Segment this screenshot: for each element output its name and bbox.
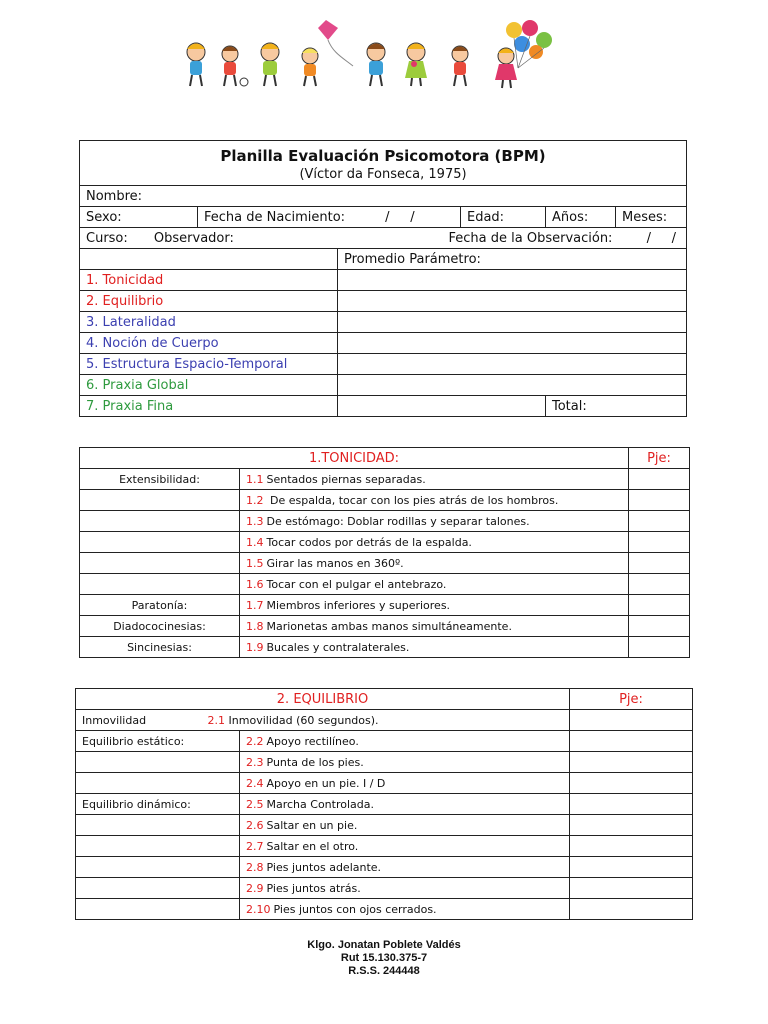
item-text: Pies juntos con ojos cerrados. — [273, 902, 437, 916]
item-text: Pies juntos atrás. — [266, 881, 361, 895]
table-row — [76, 794, 693, 815]
score-cell[interactable] — [629, 511, 690, 532]
param-nocion-cuerpo: 4. Noción de Cuerpo — [80, 333, 338, 354]
item-cell — [240, 616, 629, 637]
item-cell — [240, 574, 629, 595]
item-cell — [240, 857, 570, 878]
inmovilidad-text: Inmovilidad (60 segundos). — [228, 713, 379, 727]
category-cell: Equilibrio estático: — [76, 731, 240, 752]
item-number: 1.8 — [246, 619, 264, 633]
score-cell[interactable] — [570, 710, 693, 731]
kid-icon — [261, 43, 279, 86]
item-cell — [240, 532, 629, 553]
ball-icon — [240, 78, 248, 86]
param-espacio-temporal: 5. Estructura Espacio-Temporal — [80, 354, 338, 375]
category-cell: Extensibilidad: — [80, 469, 240, 490]
category-cell — [76, 836, 240, 857]
item-text: Sentados piernas separadas. — [266, 472, 426, 486]
edad-field[interactable]: Edad: — [461, 207, 546, 228]
item-text: Marcha Controlada. — [266, 797, 374, 811]
param-equilibrio-value[interactable] — [338, 291, 687, 312]
category-cell — [80, 511, 240, 532]
table-row — [76, 815, 693, 836]
score-cell[interactable] — [629, 616, 690, 637]
item-number: 1.3 — [246, 514, 264, 528]
tonicidad-title: 1.TONICIDAD: — [80, 448, 629, 469]
table-row — [80, 532, 690, 553]
kid-icon — [367, 43, 385, 86]
promedio-label: Promedio Parámetro: — [338, 249, 687, 270]
category-cell: Sincinesias: — [80, 637, 240, 658]
item-number: 1.7 — [246, 598, 264, 612]
item-number: 1.4 — [246, 535, 264, 549]
tonicidad-pje: Pje: — [629, 448, 690, 469]
category-cell — [76, 815, 240, 836]
score-cell[interactable] — [570, 857, 693, 878]
score-cell[interactable] — [629, 532, 690, 553]
score-cell[interactable] — [629, 637, 690, 658]
item-number: 1.1 — [246, 472, 264, 486]
table-row — [80, 553, 690, 574]
nombre-field[interactable]: Nombre: — [80, 186, 687, 207]
total-field[interactable]: Total: — [546, 396, 687, 417]
item-text: Girar las manos en 360º. — [266, 556, 404, 570]
item-text: Pies juntos adelante. — [266, 860, 382, 874]
item-number: 1.9 — [246, 640, 264, 654]
score-cell[interactable] — [570, 878, 693, 899]
item-cell — [240, 490, 629, 511]
table-row — [80, 616, 690, 637]
tonicidad-table — [79, 447, 690, 658]
item-number: 2.2 — [246, 734, 264, 748]
param-lateralidad: 3. Lateralidad — [80, 312, 338, 333]
item-number: 2.9 — [246, 881, 264, 895]
page-title: Planilla Evaluación Psicomotora (BPM) — [220, 147, 546, 165]
param-praxia-fina-value[interactable] — [338, 396, 546, 417]
param-praxia-global: 6. Praxia Global — [80, 375, 338, 396]
param-tonicidad-value[interactable] — [338, 270, 687, 291]
kid-icon — [302, 48, 318, 86]
category-cell — [76, 773, 240, 794]
signature-rss: R.S.S. 244448 — [348, 965, 420, 977]
score-cell[interactable] — [570, 815, 693, 836]
score-cell[interactable] — [570, 899, 693, 920]
item-text: De espalda, tocar con los pies atrás de los hombros. — [266, 493, 559, 507]
item-cell — [240, 752, 570, 773]
fecha-observacion-slashes: / / — [646, 230, 676, 246]
item-cell — [240, 773, 570, 794]
item-text: Saltar en el otro. — [266, 839, 359, 853]
signature-rut: Rut 15.130.375-7 — [340, 952, 428, 964]
table-row — [76, 857, 693, 878]
item-number: 2.8 — [246, 860, 264, 874]
inmovilidad-num: 2.1 — [207, 713, 226, 727]
item-number: 2.10 — [246, 902, 271, 916]
item-number: 2.5 — [246, 797, 264, 811]
score-cell[interactable] — [570, 773, 693, 794]
category-cell — [76, 752, 240, 773]
kid-icon — [222, 46, 238, 86]
meses-field[interactable]: Meses: — [616, 207, 687, 228]
item-number: 2.3 — [246, 755, 264, 769]
table-row — [76, 836, 693, 857]
table-row — [80, 490, 690, 511]
inmovilidad-label: Inmovilidad — [82, 713, 147, 727]
item-text: Miembros inferiores y superiores. — [266, 598, 451, 612]
category-cell: Paratonía: — [80, 595, 240, 616]
item-number: 1.5 — [246, 556, 264, 570]
item-text: Tocar con el pulgar el antebrazo. — [266, 577, 447, 591]
signature-block — [0, 939, 768, 978]
curso-field[interactable]: Curso: — [86, 230, 128, 246]
category-cell — [80, 574, 240, 595]
category-cell — [80, 490, 240, 511]
page-subtitle: (Víctor da Fonseca, 1975) — [299, 167, 467, 182]
score-cell[interactable] — [629, 595, 690, 616]
param-lateralidad-value[interactable] — [338, 312, 687, 333]
item-cell — [240, 511, 629, 532]
kite-icon — [318, 20, 338, 40]
score-cell[interactable] — [629, 553, 690, 574]
item-text: Tocar codos por detrás de la espalda. — [266, 535, 472, 549]
item-text: Punta de los pies. — [266, 755, 364, 769]
item-text: Apoyo rectilíneo. — [266, 734, 359, 748]
table-row — [80, 469, 690, 490]
category-cell: Diadococinesias: — [80, 616, 240, 637]
item-text: Bucales y contralaterales. — [266, 640, 410, 654]
param-espacio-temporal-value[interactable] — [338, 354, 687, 375]
score-cell[interactable] — [629, 574, 690, 595]
item-number: 2.7 — [246, 839, 264, 853]
item-number: 2.6 — [246, 818, 264, 832]
param-praxia-fina: 7. Praxia Fina — [80, 396, 338, 417]
item-text: Saltar en un pie. — [266, 818, 358, 832]
table-row — [80, 637, 690, 658]
fecha-nacimiento-slashes: / / — [385, 209, 415, 225]
fecha-nacimiento-label: Fecha de Nacimiento: — [204, 209, 346, 225]
fecha-observacion-label[interactable]: Fecha de la Observación: — [448, 230, 613, 246]
category-cell — [76, 899, 240, 920]
item-number: 2.4 — [246, 776, 264, 790]
score-cell[interactable] — [570, 731, 693, 752]
inmovilidad-row — [76, 710, 570, 731]
sexo-field[interactable]: Sexo: — [80, 207, 198, 228]
table-row — [76, 899, 693, 920]
score-cell[interactable] — [570, 836, 693, 857]
param-nocion-cuerpo-value[interactable] — [338, 333, 687, 354]
table-row — [76, 773, 693, 794]
param-tonicidad: 1. Tonicidad — [80, 270, 338, 291]
score-cell[interactable] — [570, 752, 693, 773]
blank-cell — [80, 249, 338, 270]
kids-illustration — [178, 18, 568, 90]
equilibrio-pje: Pje: — [570, 689, 693, 710]
table-row — [76, 752, 693, 773]
signature-name: Klgo. Jonatan Poblete Valdés — [307, 939, 461, 951]
observador-field[interactable]: Observador: — [153, 230, 234, 246]
score-cell[interactable] — [629, 469, 690, 490]
item-cell — [240, 899, 570, 920]
item-cell — [240, 836, 570, 857]
kid-icon — [187, 43, 205, 86]
item-cell — [240, 595, 629, 616]
category-cell — [80, 532, 240, 553]
category-cell — [80, 553, 240, 574]
table-row — [80, 574, 690, 595]
item-cell — [240, 553, 629, 574]
item-cell — [240, 637, 629, 658]
flower-icon — [411, 61, 417, 67]
kid-icon — [452, 46, 468, 86]
evaluation-form-table — [79, 140, 687, 417]
item-cell — [240, 815, 570, 836]
category-cell: Equilibrio dinámico: — [76, 794, 240, 815]
item-text: Marionetas ambas manos simultáneamente. — [266, 619, 512, 633]
param-praxia-global-value[interactable] — [338, 375, 687, 396]
item-cell — [240, 878, 570, 899]
form-title-cell — [80, 141, 687, 186]
item-number: 1.2 — [246, 493, 264, 507]
anios-field[interactable]: Años: — [546, 207, 616, 228]
fecha-nacimiento-field[interactable] — [198, 207, 461, 228]
item-cell — [240, 731, 570, 752]
item-text: Apoyo en un pie. I / D — [266, 776, 386, 790]
curso-row — [80, 228, 687, 249]
table-row — [76, 731, 693, 752]
table-row — [80, 511, 690, 532]
item-text: De estómago: Doblar rodillas y separar talones. — [266, 514, 530, 528]
item-cell — [240, 794, 570, 815]
param-equilibrio: 2. Equilibrio — [80, 291, 338, 312]
item-number: 1.6 — [246, 577, 264, 591]
category-cell — [76, 857, 240, 878]
kid-icon — [495, 48, 517, 88]
equilibrio-title: 2. EQUILIBRIO — [76, 689, 570, 710]
category-cell — [76, 878, 240, 899]
table-row — [80, 595, 690, 616]
item-cell — [240, 469, 629, 490]
table-row — [76, 878, 693, 899]
score-cell[interactable] — [629, 490, 690, 511]
equilibrio-table — [75, 688, 693, 920]
score-cell[interactable] — [570, 794, 693, 815]
